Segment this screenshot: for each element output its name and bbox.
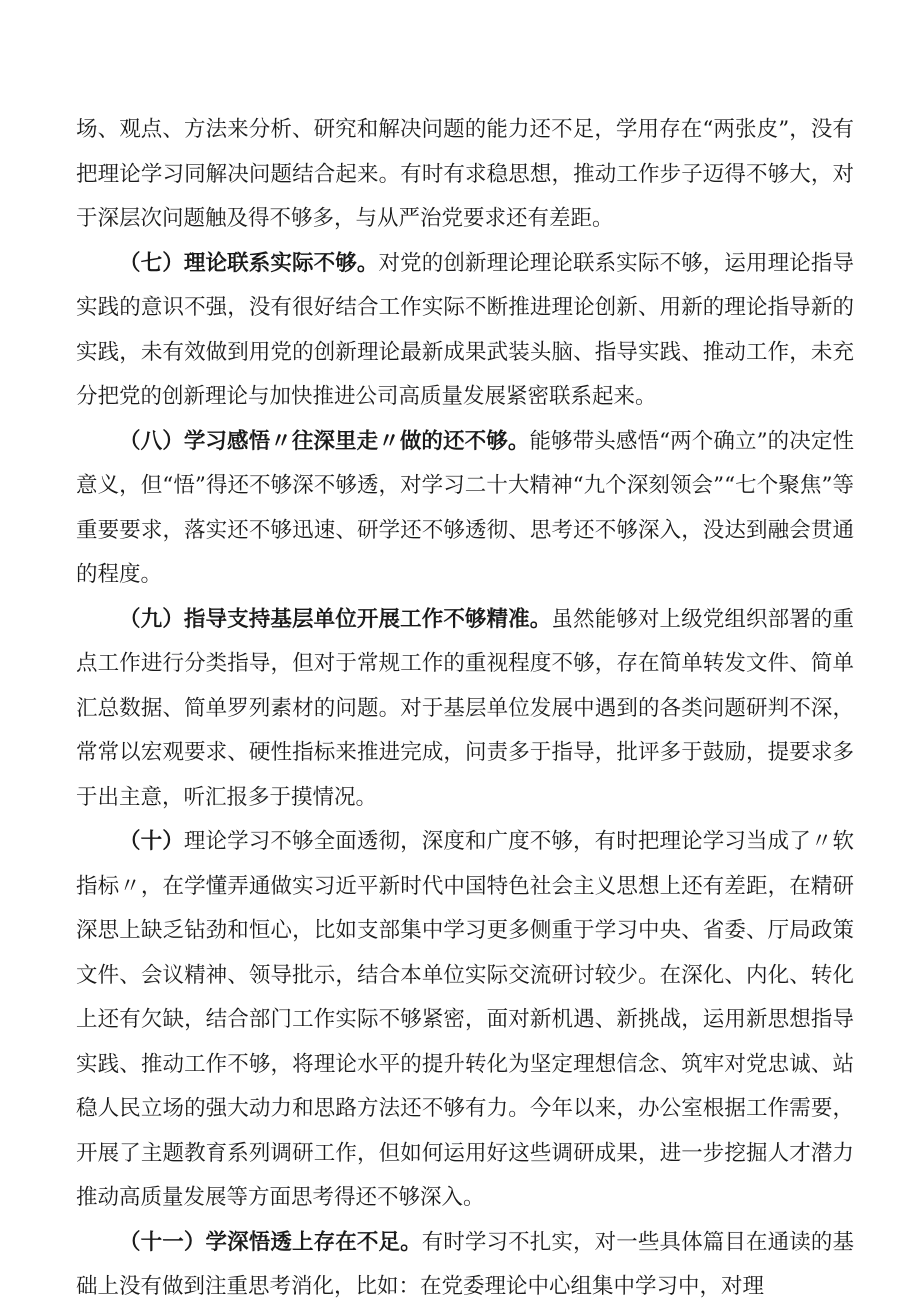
paragraph-text: 理论学习不够全面透彻，深度和广度不够，有时把理论学习当成了〃软指标〃，在学懂弄通做实习近平新时代中国特色社会主义思想上还有差距，在精研深思上缺乏钻劲和恒心，比如支部集中学习更多侧重于学习中央、省委、厅局政策文件、会议精神、领导批示，结合本单位实际交流研讨较少。在深化、内化、转化上还有欠缺，结合部门工作实际不够紧密，面对新机遇、新挑战，运用新思想指导实践、推动工作不够，将理论水平的提升转化为坚定理想信念、筑牢对党忠诚、站稳人民立场的强大动力和思路方法还不够有力。今年以来，办公室根据工作需要，开展了主题教育系列调研工作，但如何运用好这些调研成果，进一步挖掘人才潜力推动高质量发展等方面思考得还不够深入。 [76, 829, 854, 1210]
paragraph-heading: 指导支持基层单位开展工作不够精准。 [183, 606, 552, 632]
paragraph-text: 有时学习不扎实，对一些具体篇目在通读的基础上没有做到注重思考消化，比如：在党委理论中心组集中学习中，对理 [76, 1229, 854, 1299]
paragraph-11 [76, 1221, 854, 1310]
paragraph-continuation [76, 108, 854, 242]
paragraph-number: （七） [119, 250, 184, 276]
paragraph-7 [76, 242, 854, 420]
paragraph-text: 场、观点、方法来分析、研究和解决问题的能力还不足，学用存在“两张皮”，没有把理论学习同解决问题结合起来。有时有求稳思想，推动工作步子迈得不够大，对于深层次问题触及得不够多，与从严治党要求还有差距。 [76, 117, 854, 231]
paragraph-text: 虽然能够对上级党组织部署的重点工作进行分类指导，但对于常规工作的重视程度不够，存在简单转发文件、简单汇总数据、简单罗列素材的问题。对于基层单位发展中遇到的各类问题研判不深，常常以宏观要求、硬性指标来推进完成，问责多于指导，批评多于鼓励，提要求多于出主意，听汇报多于摸情况。 [76, 606, 854, 810]
paragraph-number: （九） [119, 606, 184, 632]
paragraph-heading: 理论联系实际不够。 [183, 250, 379, 276]
paragraph-9 [76, 598, 854, 821]
paragraph-text: 能够带头感悟“两个确立”的决定性意义，但“悟”得还不够深不够透，对学习二十大精神“九个深刻领会”“七个聚焦”等重要要求，落实还不够迅速、研学还不够透彻、思考还不够深入，没达到融会贯通的程度。 [76, 428, 854, 587]
paragraph-heading: 学习感悟〃往深里走〃做的还不够。 [183, 428, 530, 454]
paragraph-number: （十） [119, 829, 184, 854]
paragraph-number: （十一） [119, 1229, 206, 1255]
paragraph-number: （八） [119, 428, 184, 454]
paragraph-8 [76, 420, 854, 598]
paragraph-heading: 学深悟透上存在不足。 [205, 1229, 422, 1255]
paragraph-10 [76, 820, 854, 1221]
paragraph-text: 对党的创新理论理论联系实际不够，运用理论指导实践的意识不强，没有很好结合工作实际不断推进理论创新、用新的理论指导新的实践，未有效做到用党的创新理论最新成果武装头脑、指导实践、推动工作，未充分把党的创新理论与加快推进公司高质量发展紧密联系起来。 [76, 250, 854, 409]
